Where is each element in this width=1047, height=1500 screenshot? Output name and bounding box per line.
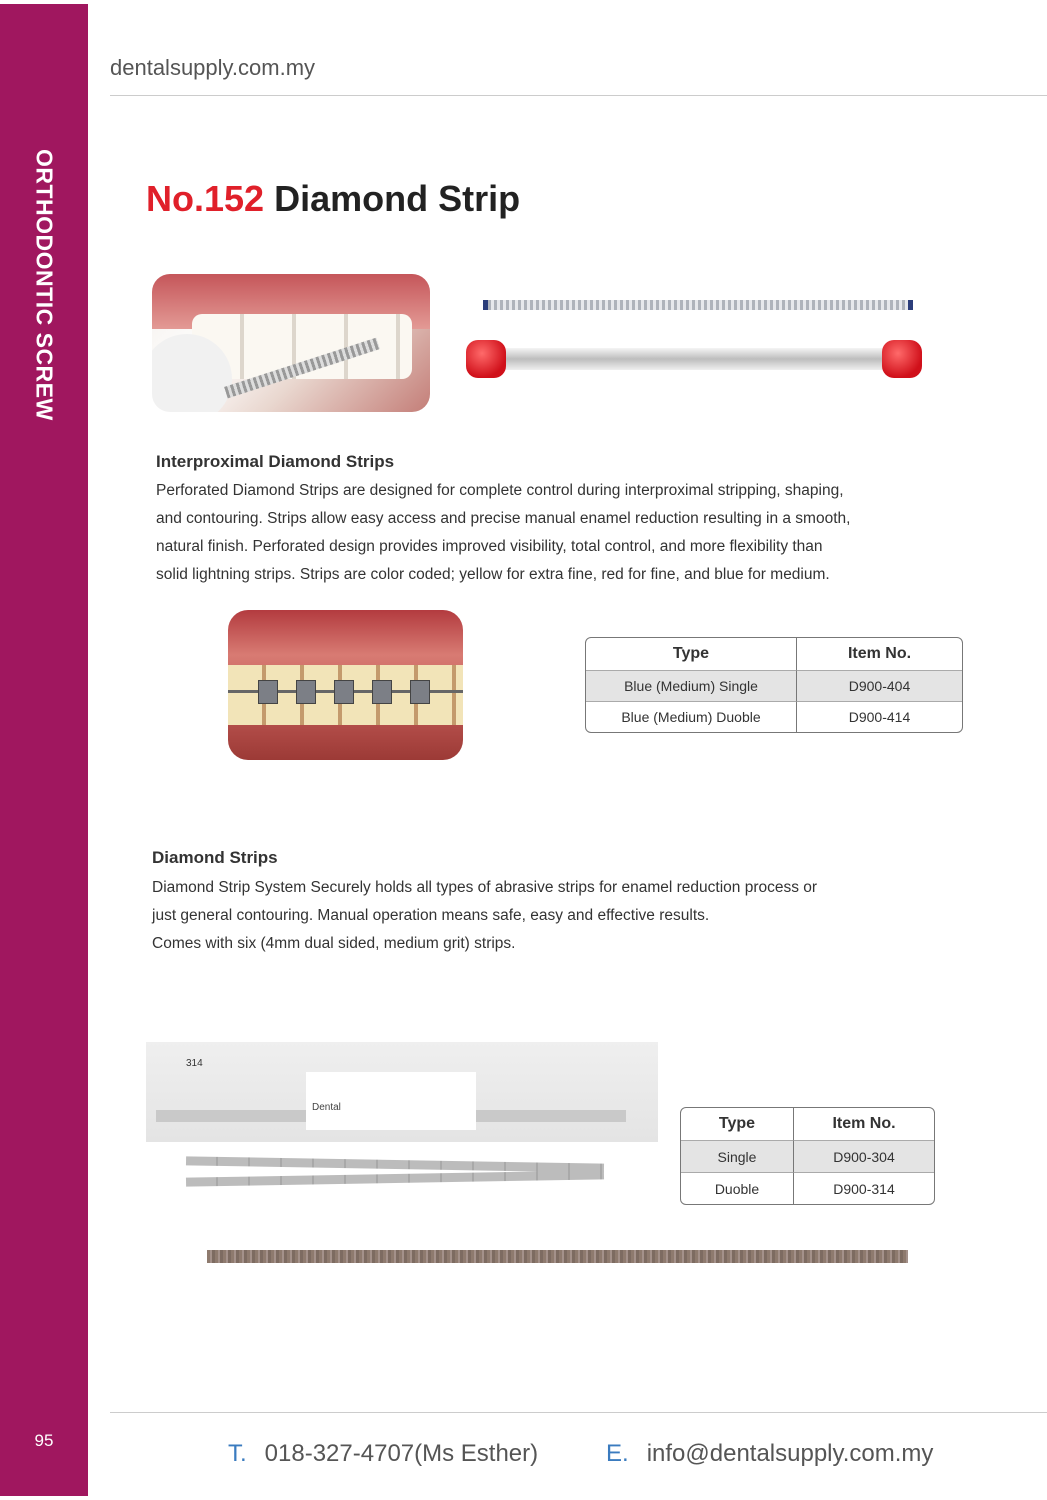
sidebar-title: ORTHODONTIC SCREW: [31, 149, 58, 421]
sidebar: [0, 4, 88, 1496]
page-title: [146, 178, 520, 220]
table-header-type: Type: [672, 645, 710, 662]
package-label: [306, 1072, 476, 1130]
description-line: solid lightning strips. Strips are color coded; yellow for extra fine, red for fine, and blue for medium.: [156, 566, 830, 583]
description-line: Comes with six (4mm dual sided, medium grit) strips.: [152, 935, 516, 952]
table-cell-type: Duoble: [681, 1172, 793, 1204]
table-header-item-no: Item No.: [793, 1108, 934, 1140]
table-cell-item-no: D900-304: [793, 1140, 934, 1172]
product-number: No.152: [146, 178, 265, 219]
email-lead: E.: [606, 1440, 629, 1467]
table-cell-type: Single: [681, 1140, 793, 1172]
table-cell-type: Blue (Medium) Duoble: [586, 701, 796, 732]
interproximal-strip-photo: [152, 274, 430, 412]
table-cell-item-no: D900-314: [793, 1172, 934, 1204]
loose-strip-image: [186, 1156, 604, 1172]
phone-lead: T.: [228, 1440, 247, 1467]
table-row: [586, 670, 962, 701]
table-header-type: Type: [718, 1115, 756, 1132]
package-code: 314: [186, 1058, 203, 1069]
section-heading-interproximal: Interproximal Diamond Strips: [156, 452, 395, 471]
description-line: natural finish. Perforated design provides improved visibility, total control, and more flexibility than: [156, 538, 823, 555]
header-divider: [110, 95, 1047, 96]
footer-phone: [228, 1440, 538, 1468]
diamond-strips-spec-table: [680, 1107, 935, 1205]
phone-number[interactable]: 018-327-4707(Ms Esther): [264, 1440, 539, 1467]
table-header-item-no: Item No.: [796, 638, 962, 670]
table-row: [681, 1140, 934, 1172]
braces-photo: [228, 610, 463, 760]
site-url[interactable]: dentalsupply.com.my: [110, 55, 316, 80]
table-cell-item-no: D900-414: [796, 701, 962, 732]
footer-email: [606, 1440, 933, 1468]
package-brand: Dental: [312, 1102, 341, 1113]
section-description-interproximal: [156, 477, 850, 589]
description-line: Diamond Strip System Securely holds all types of abrasive strips for enamel reduction process or: [152, 879, 818, 896]
interproximal-spec-table: [585, 637, 963, 733]
description-line: Perforated Diamond Strips are designed for complete control during interproximal stripping, shaping,: [156, 482, 844, 499]
perforated-strip-image: [483, 300, 913, 310]
section-description-diamond-strips: [152, 874, 817, 958]
product-name: Diamond Strip: [274, 178, 521, 219]
strip-tube-image: [466, 340, 922, 378]
table-cell-type: Blue (Medium) Single: [586, 670, 796, 701]
email-address[interactable]: info@dentalsupply.com.my: [646, 1440, 934, 1467]
table-row: [586, 701, 962, 732]
description-line: and contouring. Strips allow easy access and precise manual enamel reduction resulting in a smooth,: [156, 510, 851, 527]
table-cell-item-no: D900-404: [796, 670, 962, 701]
footer-divider: [110, 1412, 1047, 1413]
loose-strip-image: [186, 1170, 604, 1186]
strip-package-image: [146, 1042, 658, 1142]
diamond-strip-band-image: [207, 1250, 908, 1263]
description-line: just general contouring. Manual operation means safe, easy and effective results.: [152, 907, 710, 924]
table-row: [681, 1172, 934, 1204]
section-heading-diamond-strips: Diamond Strips: [152, 848, 278, 867]
page-number: 95: [34, 1431, 54, 1450]
